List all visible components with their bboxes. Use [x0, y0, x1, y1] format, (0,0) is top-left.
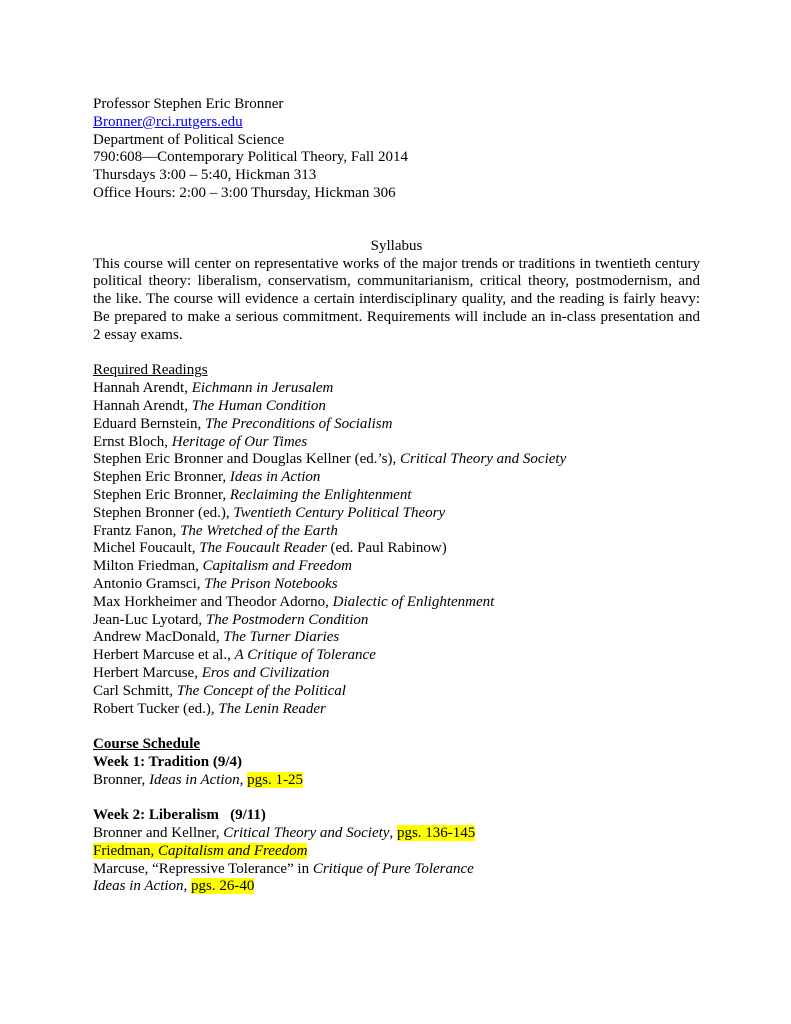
reading-author: Stephen Eric Bronner, — [93, 486, 230, 503]
class-schedule: Thursdays 3:00 – 5:40, Hickman 313 — [93, 167, 317, 184]
reading-item — [93, 487, 700, 505]
reading-title: A Critique of Tolerance — [234, 647, 376, 664]
reading-author: Antonio Gramsci, — [93, 575, 205, 592]
reading-suffix: (ed. Paul Rabinow) — [326, 540, 447, 557]
reading-author: Milton Friedman, — [93, 558, 203, 575]
reading-title: The Foucault Reader — [199, 540, 327, 557]
reading-item — [93, 380, 700, 398]
reading-item — [93, 683, 700, 701]
week1-reading-1: Bronner, Ideas in Action, pgs. 1-25 — [93, 771, 303, 788]
document-page — [93, 96, 700, 896]
highlighted-pages: pgs. 136-145 — [396, 825, 476, 842]
readings-list — [93, 380, 700, 718]
reading-title: Heritage of Our Times — [171, 433, 308, 450]
reading-item — [93, 451, 700, 469]
reading-item — [93, 594, 700, 612]
department: Department of Political Science — [93, 131, 285, 148]
reading-author: Jean-Luc Lyotard, — [93, 611, 206, 628]
reading-title: The Prison Notebooks — [204, 575, 338, 592]
reading-item — [93, 469, 700, 487]
reading-title: Eros and Civilization — [201, 664, 330, 681]
office-hours: Office Hours: 2:00 – 3:00 Thursday, Hickman 306 — [93, 184, 396, 201]
course-description: This course will center on representative works of the major trends or traditions in twentieth century political theory: liberalism, conservatism, communitarianism, critical theory, postmodernism, and the like. The course will evidence a certain interdisciplinary quality, and the reading is fairly heavy: Be prepared to make a serious commitment. Requirements will include an in-class presentation and 2 essay exams. — [93, 255, 700, 343]
reading-item — [93, 665, 700, 683]
reading-title: Twentieth Century Political Theory — [233, 504, 446, 521]
reading-item — [93, 540, 700, 558]
readings-heading: Required Readings — [93, 362, 208, 379]
reading-item — [93, 629, 700, 647]
reading-title: The Postmodern Condition — [205, 611, 369, 628]
week2-reading-1: Bronner and Kellner, Critical Theory and Society, pgs. 136-145 — [93, 825, 476, 842]
reading-item — [93, 558, 700, 576]
email-link[interactable]: Bronner@rci.rutgers.edu — [93, 113, 243, 130]
schedule-heading: Course Schedule — [93, 736, 201, 753]
course-title: 790:608—Contemporary Political Theory, Fall 2014 — [93, 149, 408, 166]
reading-author: Hannah Arendt, — [93, 380, 192, 397]
week2-title: Week 2: Liberalism (9/11) — [93, 807, 266, 824]
reading-item — [93, 398, 700, 416]
reading-title: The Wretched of the Earth — [180, 522, 338, 539]
week2-reading-3: Marcuse, “Repressive Tolerance” in Critique of Pure Tolerance — [93, 860, 474, 877]
reading-author: Stephen Eric Bronner and Douglas Kellner (ed.’s), — [93, 451, 400, 468]
reading-author: Herbert Marcuse et al., — [93, 647, 235, 664]
professor-name: Professor Stephen Eric Bronner — [93, 96, 284, 112]
reading-item — [93, 647, 700, 665]
reading-title: Eichmann in Jerusalem — [191, 380, 334, 397]
reading-author: Eduard Bernstein, — [93, 415, 206, 432]
reading-author: Carl Schmitt, — [93, 682, 177, 699]
reading-title: The Human Condition — [191, 397, 326, 414]
reading-author: Robert Tucker (ed.), — [93, 700, 219, 717]
reading-author: Max Horkheimer and Theodor Adorno, — [93, 593, 333, 610]
reading-item — [93, 576, 700, 594]
week1-title: Week 1: Tradition (9/4) — [93, 753, 243, 770]
reading-item — [93, 434, 700, 452]
reading-item — [93, 612, 700, 630]
reading-title: Critical Theory and Society — [400, 451, 567, 468]
syllabus-title: Syllabus — [370, 237, 423, 254]
reading-title: Capitalism and Freedom — [202, 558, 353, 575]
reading-title: The Concept of the Political — [176, 682, 346, 699]
reading-author: Herbert Marcuse, — [93, 664, 202, 681]
reading-author: Stephen Bronner (ed.), — [93, 504, 234, 521]
highlighted-reading: Friedman, Capitalism and Freedom — [93, 842, 308, 859]
reading-title: Ideas in Action — [229, 469, 321, 486]
reading-author: Ernst Bloch, — [93, 433, 172, 450]
reading-author: Michel Foucault, — [93, 540, 200, 557]
reading-item — [93, 505, 700, 523]
reading-title: The Turner Diaries — [223, 629, 340, 646]
reading-title: Reclaiming the Enlightenment — [229, 486, 412, 503]
reading-item — [93, 701, 700, 719]
week2-reading-4: Ideas in Action, pgs. 26-40 — [93, 878, 255, 895]
highlighted-pages: pgs. 1-25 — [247, 771, 303, 788]
reading-title: The Preconditions of Socialism — [205, 415, 393, 432]
reading-item — [93, 416, 700, 434]
week2-reading-2 — [93, 843, 700, 861]
highlighted-pages: pgs. 26-40 — [191, 878, 255, 895]
reading-title: The Lenin Reader — [218, 700, 326, 717]
reading-author: Frantz Fanon, — [93, 522, 181, 539]
reading-item — [93, 523, 700, 541]
reading-author: Stephen Eric Bronner, — [93, 469, 230, 486]
reading-title: Dialectic of Enlightenment — [332, 593, 495, 610]
reading-author: Hannah Arendt, — [93, 397, 192, 414]
reading-author: Andrew MacDonald, — [93, 629, 224, 646]
